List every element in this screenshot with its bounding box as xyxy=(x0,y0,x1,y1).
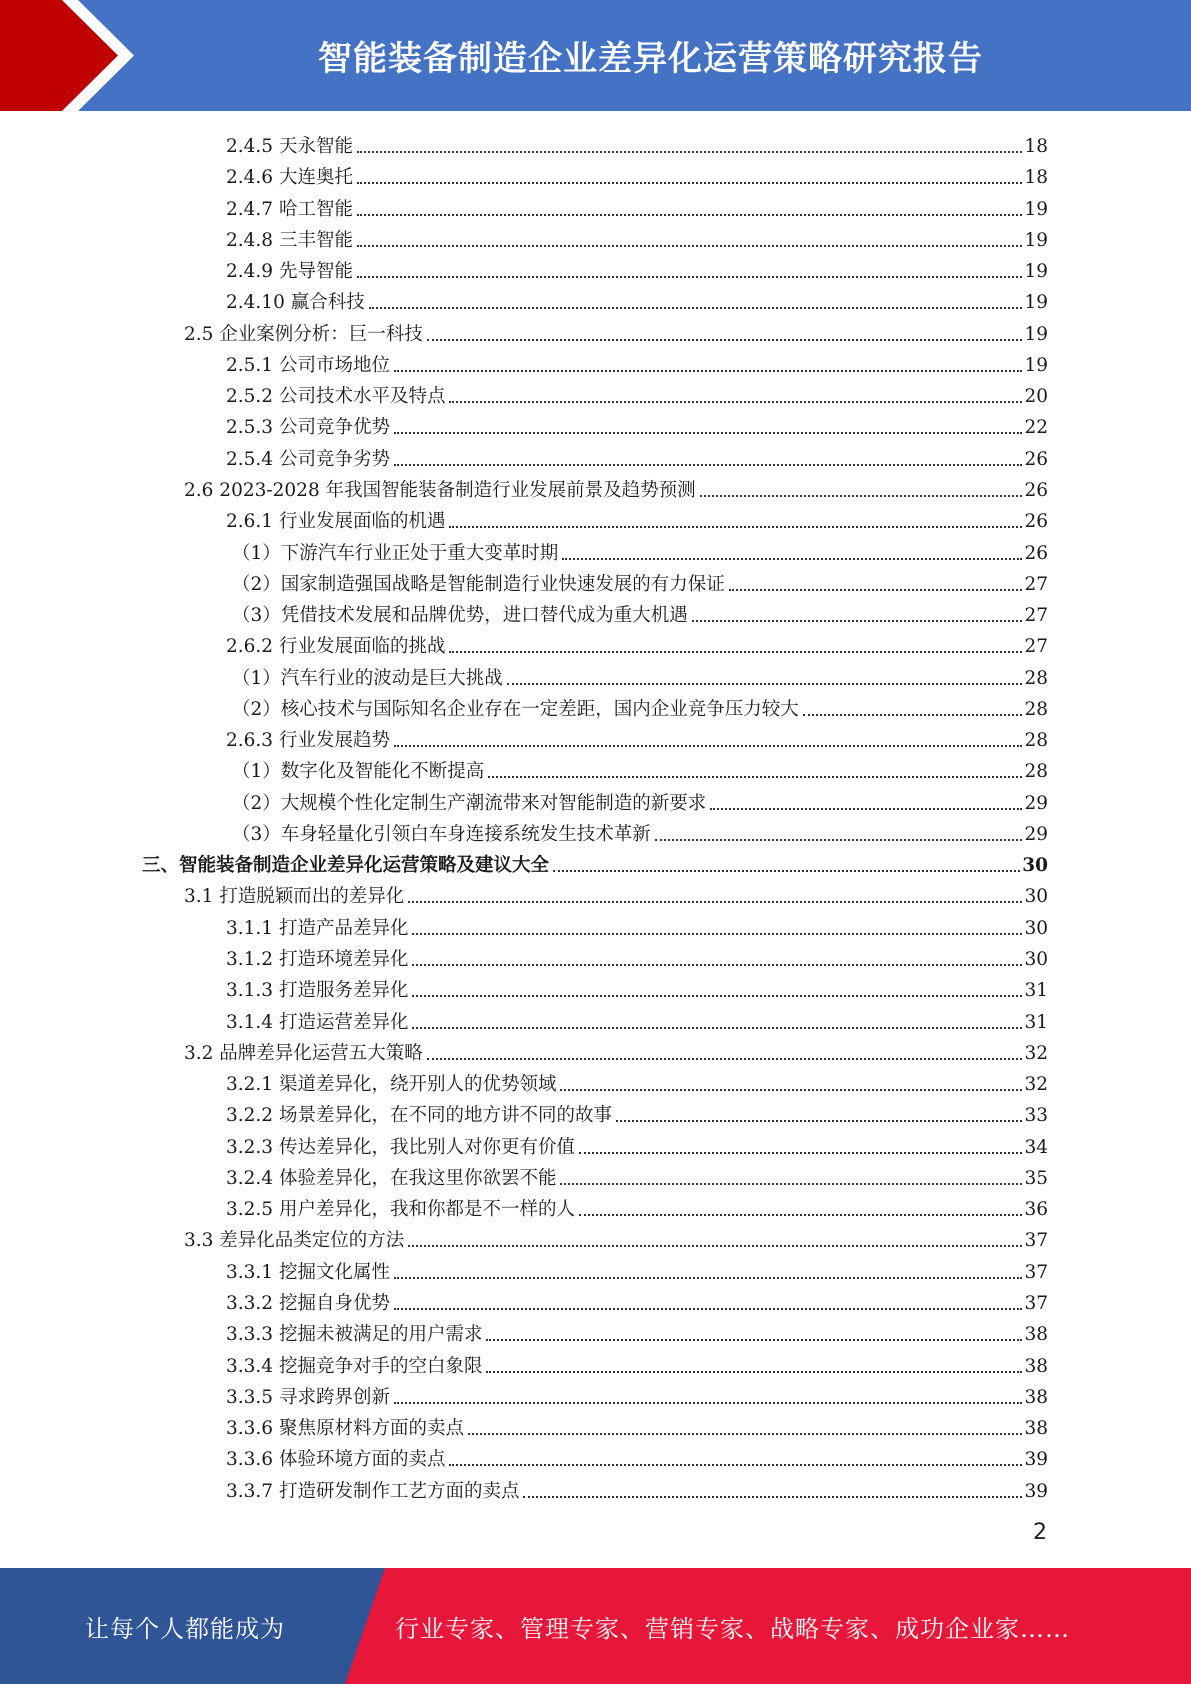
toc-entry-label: 3.2.5 用户差异化，我和你都是不一样的人 xyxy=(226,1199,575,1221)
toc-entry-page: 27 xyxy=(1024,605,1048,627)
toc-dot-leader xyxy=(394,370,1022,372)
toc-entry[interactable] xyxy=(226,1096,1048,1127)
toc-entry-page: 37 xyxy=(1024,1230,1048,1252)
toc-entry-label: 3.2.1 渠道差异化，绕开别人的优势领域 xyxy=(226,1074,557,1096)
toc-entry-page: 19 xyxy=(1024,261,1048,283)
toc-entry-label: 2.4.9 先导智能 xyxy=(226,261,353,283)
toc-dot-leader xyxy=(427,1058,1023,1060)
page-header xyxy=(0,0,1191,111)
toc-entry-page: 39 xyxy=(1024,1449,1048,1471)
toc-dot-leader xyxy=(369,307,1023,309)
toc-entry[interactable] xyxy=(226,1347,1048,1378)
toc-entry-label: 3.1.1 打造产品差异化 xyxy=(226,917,409,939)
page-footer xyxy=(0,1568,1191,1684)
toc-entry-label: 2.5.1 公司市场地位 xyxy=(226,354,390,376)
footer-slogan-right: 行业专家、管理专家、营销专家、战略专家、成功企业家…… xyxy=(395,1614,1070,1643)
toc-entry-page: 34 xyxy=(1024,1136,1048,1158)
toc-dot-leader xyxy=(562,558,1022,560)
toc-entry-page: 19 xyxy=(1024,198,1048,220)
toc-dot-leader xyxy=(412,1027,1022,1029)
toc-entry[interactable] xyxy=(226,190,1048,221)
toc-entry-page: 26 xyxy=(1024,479,1048,501)
toc-entry-page: 26 xyxy=(1024,542,1048,564)
toc-entry[interactable] xyxy=(226,721,1048,752)
toc-entry-label: 2.4.8 三丰智能 xyxy=(226,229,353,251)
toc-entry-page: 37 xyxy=(1024,1261,1048,1283)
toc-dot-leader xyxy=(412,933,1022,935)
toc-entry[interactable] xyxy=(226,127,1048,158)
toc-entry-page: 32 xyxy=(1024,1074,1048,1096)
toc-entry[interactable] xyxy=(226,408,1048,439)
toc-entry-label: （1）下游汽车行业正处于重大变革时期 xyxy=(232,542,559,564)
document-title: 智能装备制造企业差异化运营策略研究报告 xyxy=(318,39,983,79)
toc-dot-leader xyxy=(729,589,1023,591)
toc-dot-leader xyxy=(394,1402,1022,1404)
toc-dot-leader xyxy=(449,401,1022,403)
toc-dot-leader xyxy=(408,1245,1022,1247)
toc-entry[interactable] xyxy=(226,940,1048,971)
toc-dot-leader xyxy=(412,964,1022,966)
toc-dot-leader xyxy=(488,776,1022,778)
toc-entry-label: 3.3 差异化品类定位的方法 xyxy=(184,1230,405,1252)
toc-entry-label: 2.5.3 公司竞争优势 xyxy=(226,417,390,439)
toc-entry-page: 37 xyxy=(1024,1292,1048,1314)
toc-entry-page: 28 xyxy=(1024,730,1048,752)
toc-entry-page: 19 xyxy=(1024,354,1048,376)
toc-dot-leader xyxy=(803,714,1023,716)
toc-dot-leader xyxy=(486,1339,1022,1341)
toc-entry-label: 2.5 企业案例分析：巨一科技 xyxy=(184,323,423,345)
toc-entry-page: 32 xyxy=(1024,1042,1048,1064)
toc-dot-leader xyxy=(449,1464,1022,1466)
toc-dot-leader xyxy=(579,1152,1022,1154)
toc-entry[interactable] xyxy=(226,1409,1048,1440)
toc-entry[interactable] xyxy=(226,1065,1048,1096)
toc-entry-page: 28 xyxy=(1024,761,1048,783)
toc-dot-leader xyxy=(655,839,1023,841)
toc-entry[interactable] xyxy=(232,565,1048,596)
toc-entry-page: 38 xyxy=(1024,1324,1048,1346)
toc-entry[interactable] xyxy=(142,846,1048,877)
toc-entry[interactable] xyxy=(232,596,1048,627)
toc-entry-label: 3.3.3 挖掘未被满足的用户需求 xyxy=(226,1324,483,1346)
toc-entry[interactable] xyxy=(226,377,1048,408)
toc-entry[interactable] xyxy=(184,1034,1048,1065)
toc-dot-leader xyxy=(394,464,1022,466)
toc-entry-label: 2.6.3 行业发展趋势 xyxy=(226,730,390,752)
toc-entry[interactable] xyxy=(226,221,1048,252)
toc-entry-page: 38 xyxy=(1024,1386,1048,1408)
toc-entry-page: 18 xyxy=(1024,167,1048,189)
toc-entry-label: 2.4.10 赢合科技 xyxy=(226,292,365,314)
toc-entry[interactable] xyxy=(232,784,1048,815)
toc-dot-leader xyxy=(507,683,1023,685)
toc-entry[interactable] xyxy=(232,752,1048,783)
toc-entry-page: 39 xyxy=(1024,1480,1048,1502)
toc-entry-label: （3）凭借技术发展和品牌优势，进口替代成为重大机遇 xyxy=(232,605,688,627)
toc-entry-page: 38 xyxy=(1024,1418,1048,1440)
toc-entry[interactable] xyxy=(226,1190,1048,1221)
toc-dot-leader xyxy=(357,151,1023,153)
toc-entry-page: 20 xyxy=(1024,386,1048,408)
toc-entry-page: 22 xyxy=(1024,417,1048,439)
toc-dot-leader xyxy=(560,1089,1022,1091)
toc-entry[interactable] xyxy=(226,1378,1048,1409)
toc-entry-label: 3.1.2 打造环境差异化 xyxy=(226,949,409,971)
toc-entry-label: 3.3.4 挖掘竞争对手的空白象限 xyxy=(226,1355,483,1377)
toc-entry-label: 3.2.2 场景差异化，在不同的地方讲不同的故事 xyxy=(226,1105,612,1127)
toc-dot-leader xyxy=(408,901,1022,903)
toc-entry[interactable] xyxy=(232,534,1048,565)
toc-entry-label: 3.3.6 体验环境方面的卖点 xyxy=(226,1449,446,1471)
toc-entry-label: 2.6 2023-2028 年我国智能装备制造行业发展前景及趋势预测 xyxy=(184,479,696,501)
toc-entry-label: 3.2.3 传达差异化，我比别人对你更有价值 xyxy=(226,1136,575,1158)
toc-entry-label: 2.6.1 行业发展面临的机遇 xyxy=(226,511,446,533)
footer-slogan-left: 让每个人都能成为 xyxy=(85,1614,285,1643)
toc-entry-label: 3.1.4 打造运营差异化 xyxy=(226,1011,409,1033)
toc-dot-leader xyxy=(394,1277,1022,1279)
toc-dot-leader xyxy=(357,245,1023,247)
toc-entry[interactable] xyxy=(226,1003,1048,1034)
toc-entry-page: 19 xyxy=(1024,323,1048,345)
toc-entry[interactable] xyxy=(232,690,1048,721)
toc-dot-leader xyxy=(427,339,1023,341)
toc-entry[interactable] xyxy=(226,440,1048,471)
toc-entry[interactable] xyxy=(226,909,1048,940)
toc-dot-leader xyxy=(449,651,1022,653)
toc-entry[interactable] xyxy=(226,502,1048,533)
toc-entry-label: 3.1 打造脱颖而出的差异化 xyxy=(184,886,405,908)
toc-entry-label: （2）核心技术与国际知名企业存在一定差距，国内企业竞争压力较大 xyxy=(232,698,799,720)
toc-entry[interactable] xyxy=(184,1221,1048,1252)
toc-entry[interactable] xyxy=(226,252,1048,283)
toc-entry-page: 26 xyxy=(1024,511,1048,533)
toc-entry-page: 31 xyxy=(1024,1011,1048,1033)
toc-entry-label: 三、智能装备制造企业差异化运营策略及建议大全 xyxy=(142,855,550,877)
toc-entry-label: （1）汽车行业的波动是巨大挑战 xyxy=(232,667,503,689)
toc-entry[interactable] xyxy=(232,659,1048,690)
toc-entry-label: 2.4.7 哈工智能 xyxy=(226,198,353,220)
toc-entry-page: 30 xyxy=(1024,886,1048,908)
toc-entry-page: 28 xyxy=(1024,667,1048,689)
toc-dot-leader xyxy=(357,214,1023,216)
toc-entry-label: （3）车身轻量化引领白车身连接系统发生技术革新 xyxy=(232,823,651,845)
toc-entry[interactable] xyxy=(226,1159,1048,1190)
toc-dot-leader xyxy=(357,182,1023,184)
page-number: 2 xyxy=(1033,1520,1047,1545)
toc-entry-page: 35 xyxy=(1024,1167,1048,1189)
toc-entry-page: 30 xyxy=(1024,949,1048,971)
toc-entry-label: 3.3.6 聚焦原材料方面的卖点 xyxy=(226,1418,464,1440)
toc-entry-page: 36 xyxy=(1024,1199,1048,1221)
toc-entry-label: 3.3.7 打造研发制作工艺方面的卖点 xyxy=(226,1480,520,1502)
toc-entry-page: 19 xyxy=(1024,292,1048,314)
toc-entry-label: （2）大规模个性化定制生产潮流带来对智能制造的新要求 xyxy=(232,792,707,814)
toc-dot-leader xyxy=(523,1496,1022,1498)
toc-dot-leader xyxy=(394,745,1022,747)
toc-entry-label: 3.3.2 挖掘自身优势 xyxy=(226,1292,390,1314)
toc-entry-label: 3.3.5 寻求跨界创新 xyxy=(226,1386,390,1408)
toc-entry-page: 30 xyxy=(1024,917,1048,939)
toc-entry[interactable] xyxy=(226,971,1048,1002)
toc-dot-leader xyxy=(553,870,1020,872)
toc-dot-leader xyxy=(560,1183,1022,1185)
toc-entry-label: 2.5.2 公司技术水平及特点 xyxy=(226,386,446,408)
toc-entry[interactable] xyxy=(226,1253,1048,1284)
toc-entry[interactable] xyxy=(184,315,1048,346)
toc-dot-leader xyxy=(579,1214,1022,1216)
toc-entry-page: 18 xyxy=(1024,136,1048,157)
toc-dot-leader xyxy=(468,1433,1022,1435)
toc-entry-label: （2）国家制造强国战略是智能制造行业快速发展的有力保证 xyxy=(232,573,725,595)
toc-entry-page: 27 xyxy=(1024,573,1048,595)
toc-dot-leader xyxy=(710,808,1022,810)
toc-dot-leader xyxy=(700,495,1023,497)
toc-entry-label: 3.2.4 体验差异化，在我这里你欲罢不能 xyxy=(226,1167,557,1189)
toc-entry-page: 33 xyxy=(1024,1105,1048,1127)
toc-entry[interactable] xyxy=(184,471,1048,502)
toc-entry-page: 30 xyxy=(1022,855,1048,877)
toc-entry-label: 2.4.5 天永智能 xyxy=(226,136,353,157)
toc-dot-leader xyxy=(449,526,1022,528)
toc-entry-page: 38 xyxy=(1024,1355,1048,1377)
toc-entry[interactable] xyxy=(226,1472,1048,1503)
toc-entry[interactable] xyxy=(226,158,1048,189)
toc-entry[interactable] xyxy=(184,877,1048,908)
toc-entry[interactable] xyxy=(226,346,1048,377)
toc-entry[interactable] xyxy=(226,1284,1048,1315)
toc-entry-page: 27 xyxy=(1024,636,1048,658)
toc-entry-label: 3.1.3 打造服务差异化 xyxy=(226,980,409,1002)
toc-entry-label: 3.3.1 挖掘文化属性 xyxy=(226,1261,390,1283)
toc-dot-leader xyxy=(412,995,1022,997)
toc-entry-label: 2.5.4 公司竞争劣势 xyxy=(226,448,390,470)
toc-entry[interactable] xyxy=(226,283,1048,314)
toc-entry[interactable] xyxy=(232,815,1048,846)
toc-entry-page: 28 xyxy=(1024,698,1048,720)
toc-entry-label: 2.4.6 大连奥托 xyxy=(226,167,353,189)
toc-entry-page: 29 xyxy=(1024,823,1048,845)
toc-entry-page: 19 xyxy=(1024,229,1048,251)
toc-entry-label: 2.6.2 行业发展面临的挑战 xyxy=(226,636,446,658)
toc-dot-leader xyxy=(394,432,1022,434)
toc-entry-page: 29 xyxy=(1024,792,1048,814)
toc-dot-leader xyxy=(394,1308,1022,1310)
toc-dot-leader xyxy=(692,620,1023,622)
header-red-arrow xyxy=(0,0,150,111)
toc-entry-label: 3.2 品牌差异化运营五大策略 xyxy=(184,1042,423,1064)
toc-dot-leader xyxy=(357,276,1023,278)
toc-entry[interactable] xyxy=(226,1128,1048,1159)
toc-dot-leader xyxy=(486,1371,1022,1373)
toc-entry-page: 31 xyxy=(1024,980,1048,1002)
toc-entry[interactable] xyxy=(226,1440,1048,1471)
toc-dot-leader xyxy=(616,1120,1022,1122)
toc-entry[interactable] xyxy=(226,1315,1048,1346)
toc-entry[interactable] xyxy=(226,627,1048,658)
toc-entry-label: （1）数字化及智能化不断提高 xyxy=(232,761,485,783)
toc-entry-page: 26 xyxy=(1024,448,1048,470)
